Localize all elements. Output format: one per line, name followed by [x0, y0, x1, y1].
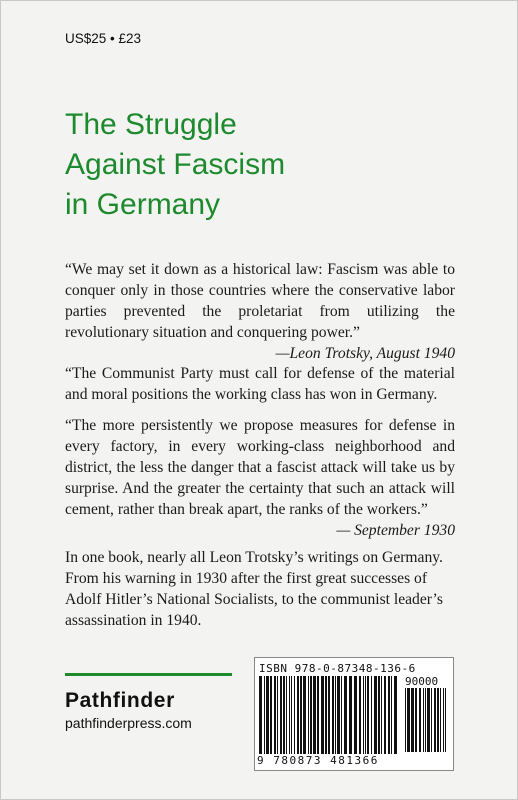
barcode-bar — [337, 676, 340, 754]
barcode-bar — [286, 676, 287, 754]
quote-1 — [65, 259, 455, 364]
barcode-bar — [270, 676, 272, 754]
barcode-bar — [264, 676, 265, 754]
quote-3-text: “The more persistently we propose measures for defense in every factory, in every working-class neighborhood and district, the less the danger that a fascist attack will take us by surprise. And the greater the certainty that such an attack will cement, rather than break apart, the ranks of the workers.” — [65, 417, 455, 518]
publisher-url: pathfinderpress.com — [65, 715, 192, 731]
barcode-addon-bars — [405, 688, 449, 752]
barcode-bar — [259, 676, 262, 754]
barcode-bar — [332, 676, 334, 754]
barcode-bar — [405, 688, 406, 752]
barcode-bar — [289, 676, 290, 754]
title-line-2: Against Fascism — [65, 148, 286, 181]
title-line-3: in Germany — [65, 188, 221, 221]
quote-2 — [65, 363, 455, 405]
barcode-bar — [384, 676, 386, 754]
book-description: In one book, nearly all Leon Trotsky’s writings on Germany. From his warning in 1930 after the first great successes of Adolf Hitler’s National Socialists, to the communist leader’s assassination in 1940. — [65, 549, 443, 629]
barcode-bar — [365, 676, 366, 754]
barcode-bar — [300, 676, 302, 754]
quote-1-attribution: —Leon Trotsky, August 1940 — [275, 345, 455, 362]
barcode-bar — [394, 676, 397, 754]
book-title — [65, 105, 465, 225]
quote-3-attribution: — September 1930 — [336, 522, 455, 539]
barcode-bar — [423, 688, 424, 752]
barcode-bar — [443, 688, 444, 752]
barcode-bar — [415, 688, 417, 752]
barcode-bar — [354, 676, 357, 754]
barcode-bar — [294, 676, 295, 754]
green-divider — [65, 673, 232, 676]
barcode-bar — [313, 676, 316, 754]
barcode-bar — [431, 688, 432, 752]
barcode-bar — [445, 688, 446, 752]
barcode-bar — [280, 676, 282, 754]
barcode-bar — [378, 676, 380, 754]
barcode-bar — [407, 688, 410, 752]
isbn-label: ISBN 978-0-87348-136-6 — [259, 662, 416, 675]
isbn-barcode — [254, 657, 454, 771]
barcode-bar — [440, 688, 441, 752]
barcode-bar — [325, 676, 327, 754]
barcode-bar — [374, 676, 377, 754]
barcode-bar — [344, 676, 347, 754]
barcode-bar — [291, 676, 292, 754]
barcode-bar — [388, 676, 390, 754]
barcode-bar — [317, 676, 319, 754]
barcode-bar — [437, 688, 439, 752]
barcode-bar — [434, 688, 436, 752]
barcode-bar — [363, 676, 364, 754]
barcode-bar — [359, 676, 361, 754]
barcode-bar — [349, 676, 352, 754]
barcode-bar — [391, 676, 392, 754]
price-label: US$25 • £23 — [65, 31, 142, 46]
barcode-bar — [303, 676, 306, 754]
barcode-bar — [425, 688, 426, 752]
barcode-addon-number: 90000 — [405, 675, 439, 688]
ean-digits: 9 780873 481366 — [257, 754, 379, 767]
barcode-bar — [381, 676, 382, 754]
barcode-bar — [427, 688, 430, 752]
title-line-1: The Struggle — [65, 108, 237, 141]
quote-1-text: “We may set it down as a historical law: Fascism was able to conquer only in those countries where the conservative labor parties prevented the proletariat from utilizing the revolutionary situation and conquering power.” — [65, 261, 455, 341]
barcode-bar — [277, 676, 278, 754]
barcode-bar — [308, 676, 309, 754]
barcode-bar — [321, 676, 324, 754]
barcode-bar — [371, 676, 372, 754]
barcode-bar — [328, 676, 330, 754]
quote-2-text: “The Communist Party must call for defense of the material and moral positions the working class has won in Germany. — [65, 365, 455, 403]
quote-3 — [65, 415, 455, 541]
barcode-bar — [266, 676, 269, 754]
barcode-bar — [310, 676, 312, 754]
barcode-bar — [297, 676, 299, 754]
barcode-bars — [259, 676, 399, 754]
barcode-bar — [274, 676, 276, 754]
barcode-bar — [419, 688, 421, 752]
publisher-name: Pathfinder — [65, 689, 175, 712]
barcode-bar — [411, 688, 414, 752]
barcode-bar — [367, 676, 369, 754]
barcode-bar — [341, 676, 342, 754]
barcode-bar — [283, 676, 285, 754]
barcode-bar — [335, 676, 336, 754]
